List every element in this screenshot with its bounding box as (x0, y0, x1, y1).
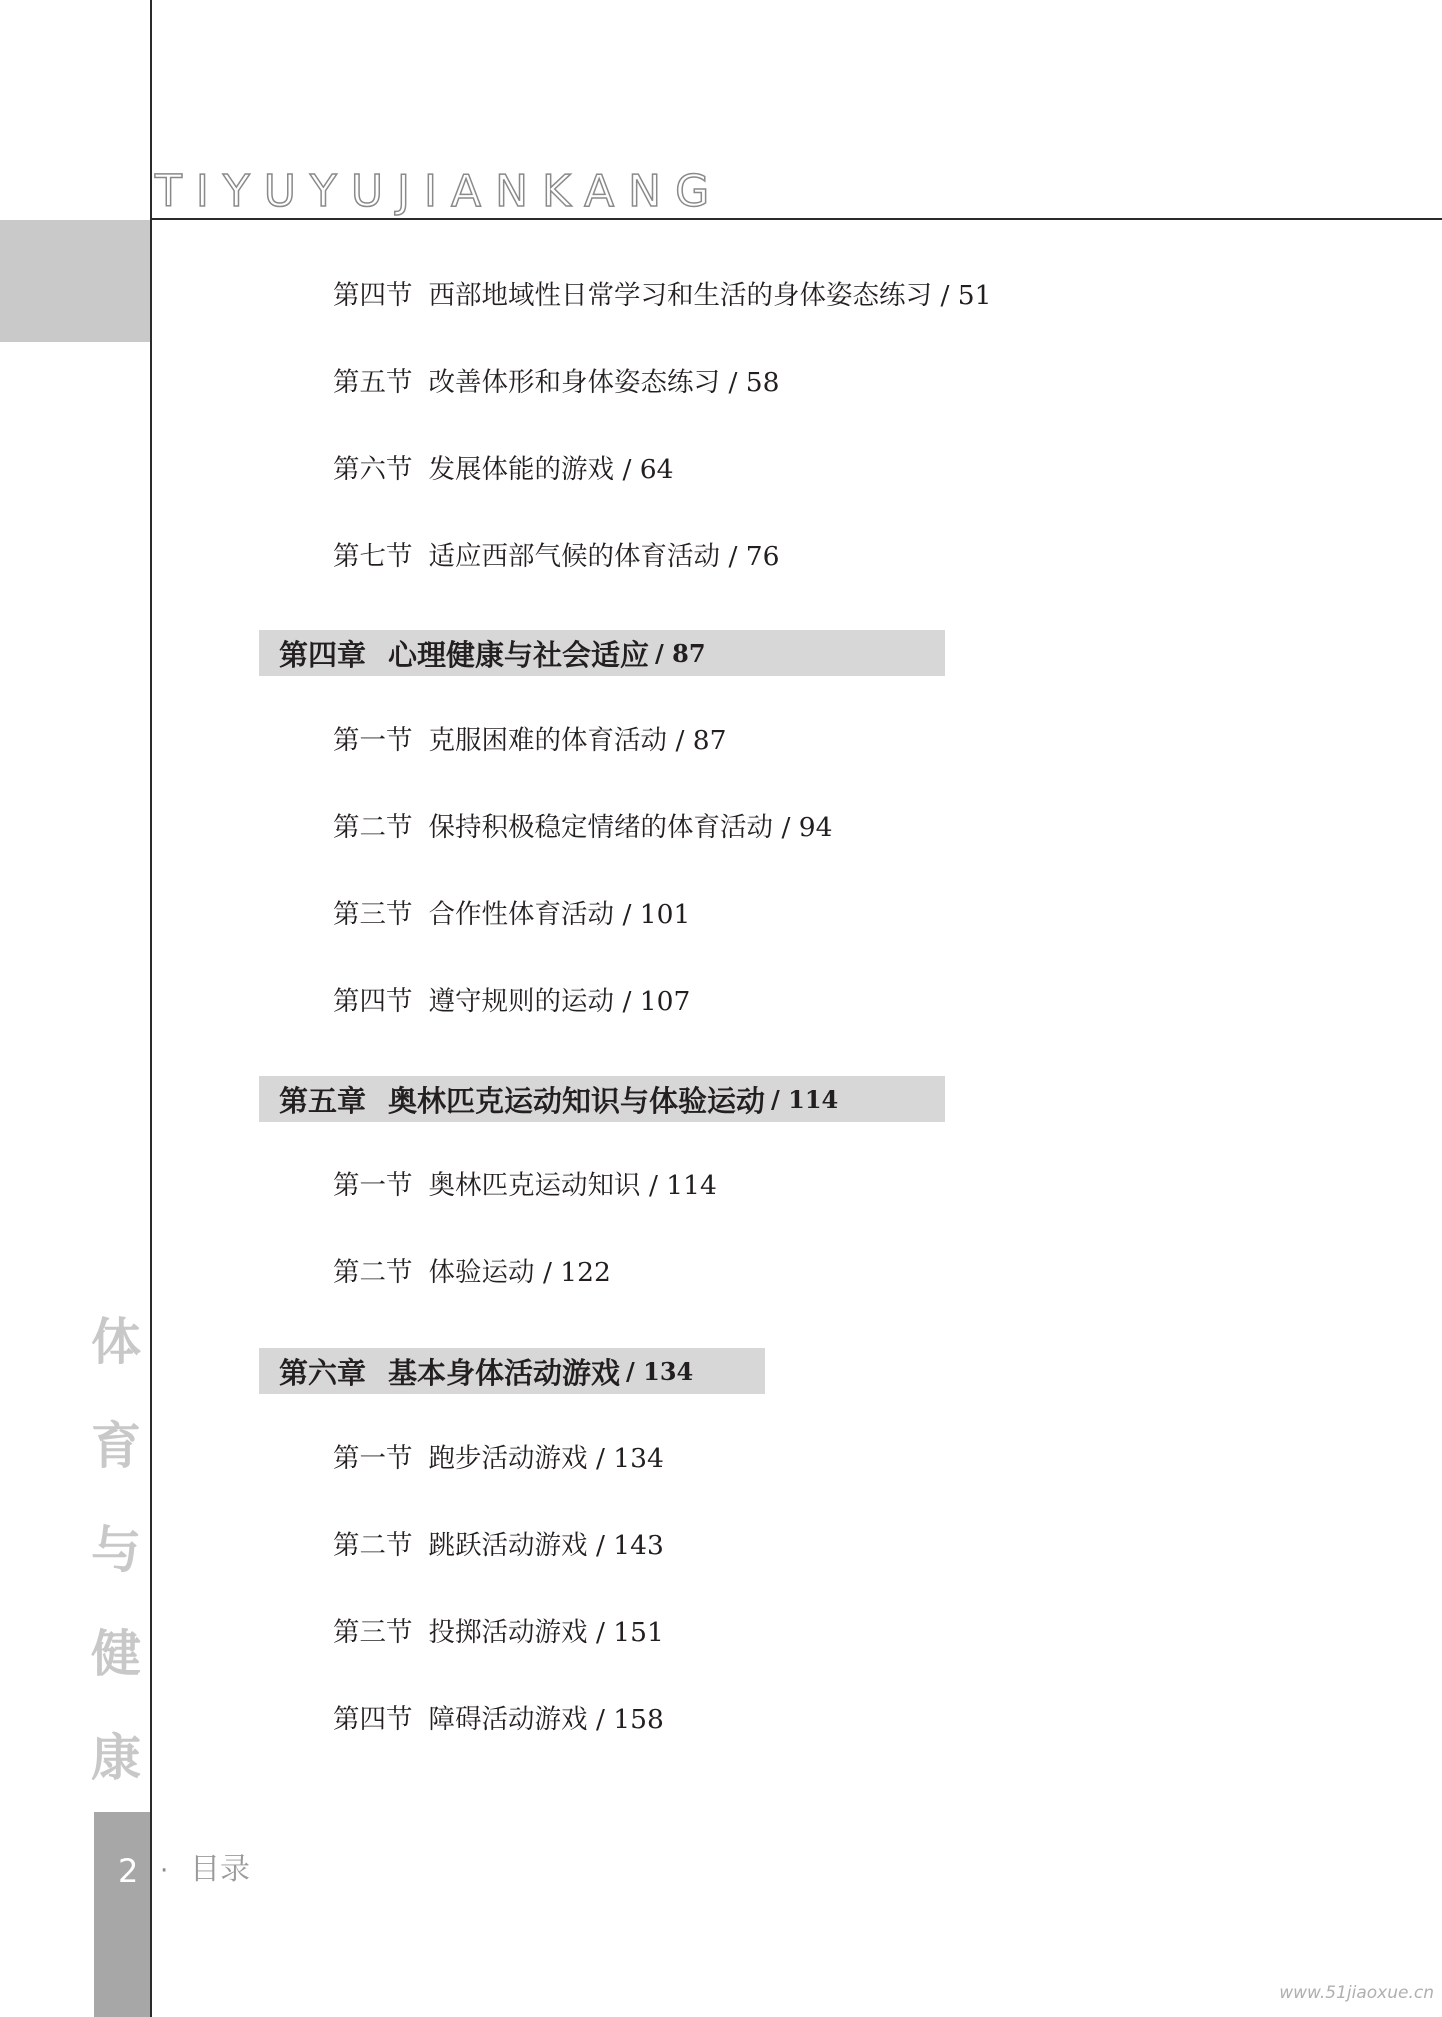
section-page: / 76 (728, 541, 780, 572)
section-number: 第四节 (333, 986, 413, 1017)
section-number: 第三节 (333, 1617, 413, 1648)
chapter-page: / 114 (771, 1084, 839, 1114)
toc-section-entry[interactable] (333, 899, 691, 930)
section-number: 第二节 (333, 1257, 413, 1288)
side-title-char: 康 (91, 1728, 141, 1787)
section-number: 第一节 (333, 1170, 413, 1201)
side-title-char: 与 (91, 1520, 141, 1579)
section-number: 第二节 (333, 1530, 413, 1561)
section-title: 投掷活动游戏 (428, 1617, 588, 1648)
section-page: / 151 (595, 1617, 664, 1648)
section-title: 遵守规则的运动 (428, 986, 614, 1017)
section-page: / 101 (622, 899, 691, 930)
toc-section-entry[interactable] (333, 1530, 664, 1561)
section-page: / 51 (940, 280, 992, 311)
section-page: / 134 (595, 1443, 664, 1474)
section-number: 第六节 (333, 454, 413, 485)
toc-section-entry[interactable] (333, 541, 780, 572)
page-number: 2 (118, 1852, 139, 1890)
section-number: 第一节 (333, 725, 413, 756)
side-title-char: 体 (91, 1312, 141, 1371)
toc-section-entry[interactable] (333, 367, 780, 398)
section-page: / 58 (728, 367, 780, 398)
section-title: 体验运动 (428, 1257, 535, 1288)
footer-bar (94, 1812, 150, 2017)
toc-chapter-heading[interactable] (259, 1348, 765, 1394)
watermark: www.51jiaoxue.cn (1279, 1983, 1434, 2003)
section-number: 第七节 (333, 541, 413, 572)
section-title: 奥林匹克运动知识 (428, 1170, 641, 1201)
section-page: / 122 (542, 1257, 611, 1288)
toc-section-entry[interactable] (333, 280, 992, 311)
section-page: / 158 (595, 1704, 664, 1735)
section-number: 第四节 (333, 1704, 413, 1735)
toc-chapter-heading[interactable] (259, 1076, 945, 1122)
chapter-title: 心理健康与社会适应 (388, 637, 650, 672)
header-rule (150, 218, 1442, 220)
toc-section-entry[interactable] (333, 1257, 611, 1288)
chapter-number: 第六章 (279, 1355, 367, 1390)
running-title: TIYUYUJIANKANG (155, 166, 724, 217)
section-title: 克服困难的体育活动 (428, 725, 667, 756)
side-title-char: 健 (91, 1624, 141, 1683)
section-number: 第五节 (333, 367, 413, 398)
section-page: / 107 (622, 986, 691, 1017)
chapter-number: 第四章 (279, 637, 367, 672)
toc-section-entry[interactable] (333, 725, 727, 756)
section-title: 保持积极稳定情绪的体育活动 (428, 812, 773, 843)
toc-section-entry[interactable] (333, 812, 833, 843)
section-page: / 114 (648, 1170, 717, 1201)
section-number: 第一节 (333, 1443, 413, 1474)
vertical-rule (150, 0, 152, 2017)
toc-chapter-heading[interactable] (259, 630, 945, 676)
side-title-char: 育 (91, 1416, 141, 1475)
side-title (86, 1290, 146, 1810)
chapter-title: 基本身体活动游戏 (388, 1355, 621, 1390)
corner-gray-block (0, 220, 150, 342)
section-title: 西部地域性日常学习和生活的身体姿态练习 (428, 280, 932, 311)
chapter-title: 奥林匹克运动知识与体验运动 (388, 1083, 766, 1118)
toc-section-entry[interactable] (333, 986, 691, 1017)
section-page: / 64 (622, 454, 674, 485)
section-title: 障碍活动游戏 (428, 1704, 588, 1735)
section-number: 第二节 (333, 812, 413, 843)
section-page: / 143 (595, 1530, 664, 1561)
section-title: 跑步活动游戏 (428, 1443, 588, 1474)
section-number: 第四节 (333, 280, 413, 311)
toc-section-entry[interactable] (333, 1617, 664, 1648)
section-title: 改善体形和身体姿态练习 (428, 367, 720, 398)
chapter-page: / 87 (655, 638, 706, 668)
section-number: 第三节 (333, 899, 413, 930)
section-page: / 94 (781, 812, 833, 843)
toc-section-entry[interactable] (333, 1704, 664, 1735)
section-page: / 87 (675, 725, 727, 756)
toc-section-entry[interactable] (333, 1170, 717, 1201)
chapter-page: / 134 (626, 1356, 694, 1386)
section-title: 发展体能的游戏 (428, 454, 614, 485)
section-title: 适应西部气候的体育活动 (428, 541, 720, 572)
section-title: 合作性体育活动 (428, 899, 614, 930)
footer-label: 目录 (190, 1852, 250, 1887)
footer-separator: · (160, 1856, 169, 1886)
chapter-number: 第五章 (279, 1083, 367, 1118)
toc-section-entry[interactable] (333, 1443, 664, 1474)
section-title: 跳跃活动游戏 (428, 1530, 588, 1561)
toc-section-entry[interactable] (333, 454, 674, 485)
